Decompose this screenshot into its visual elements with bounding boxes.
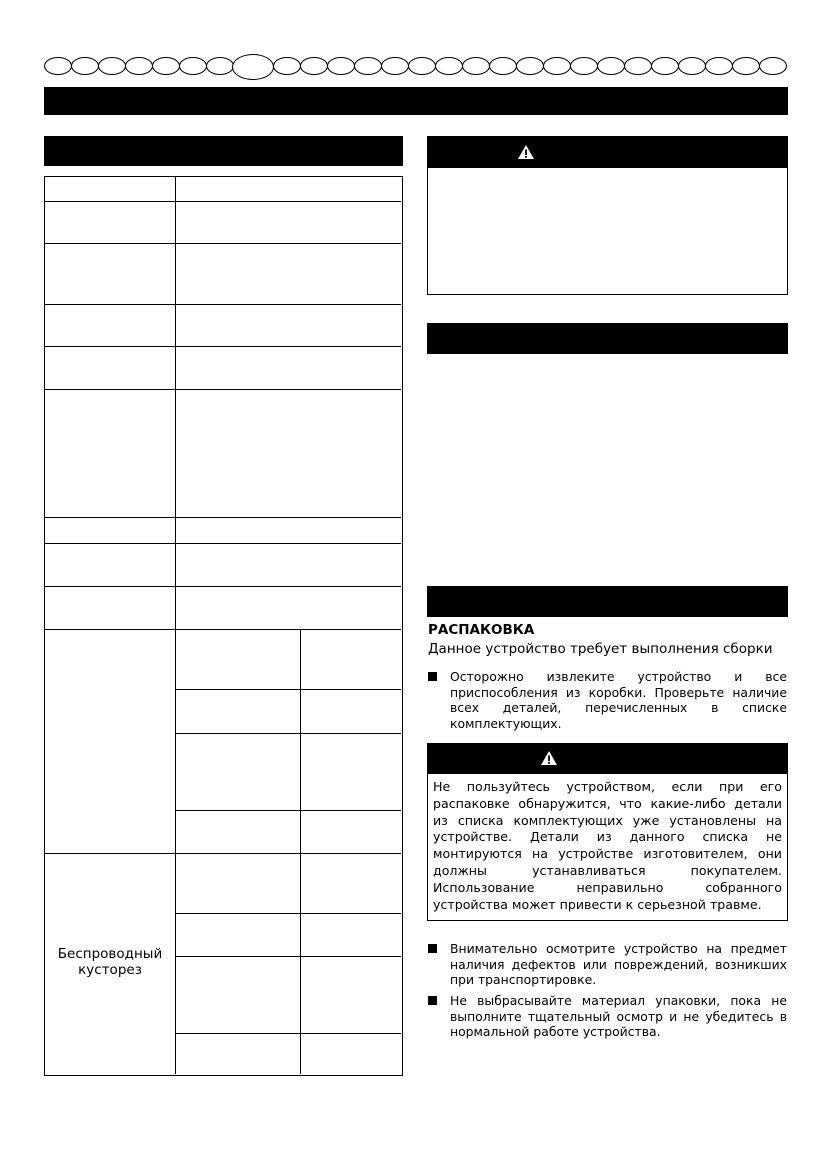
language-oval-icon xyxy=(98,57,126,75)
language-oval-icon xyxy=(300,57,328,75)
unpacking-intro: Данное устройство требует выполнения сборки xyxy=(428,641,773,657)
table-subrow-line xyxy=(175,1033,401,1034)
section-header-bar-2 xyxy=(427,323,788,354)
assembly-header-bar xyxy=(427,586,788,617)
language-oval-icon xyxy=(543,57,571,75)
warning-box-2-text: Не пользуйтесь устройством, если при его распаковке обнаружится, что какие-либо детали из списка комплектующих уже установлены на устройстве. Детали из данного списка не монтируются на устройстве изготовителем, они должны устанавливаться покупателем. Использование неправильно собранного устройства может привести к серьезной травме. xyxy=(433,779,782,912)
language-oval-icon xyxy=(125,57,153,75)
language-oval-icon xyxy=(624,57,652,75)
language-oval-icon xyxy=(408,57,436,75)
table-subrow-line xyxy=(175,733,401,734)
table-subrow-line xyxy=(175,810,401,811)
language-oval-icon xyxy=(71,57,99,75)
black-square-bullet-icon xyxy=(428,996,437,1005)
table-row-line xyxy=(45,517,401,518)
table-row-line xyxy=(45,543,401,544)
bullet-text: Внимательно осмотрите устройство на предмет наличия дефектов или повреждений, возникших при транспортировке. xyxy=(450,941,787,988)
language-oval-icon xyxy=(570,57,598,75)
table-row-line xyxy=(45,586,401,587)
bullet-text: Не выбрасывайте материал упаковки, пока не выполните тщательный осмотр и не убедитесь в нормальной работе устройства. xyxy=(450,993,787,1040)
language-oval-icon xyxy=(651,57,679,75)
table-row-line xyxy=(45,304,401,305)
specifications-header-bar xyxy=(44,136,403,166)
language-oval-icon xyxy=(732,57,760,75)
language-oval-icon xyxy=(435,57,463,75)
table-row-line xyxy=(45,629,401,630)
table-row-line xyxy=(45,243,401,244)
table-subrow-line xyxy=(175,689,401,690)
bullet-text: Осторожно извлеките устройство и все приспособления из коробки. Проверьте наличие всех деталей, перечисленных в списке комплектующих. xyxy=(450,669,787,731)
language-oval-icon xyxy=(179,57,207,75)
table-row-line xyxy=(45,346,401,347)
specifications-table xyxy=(44,176,403,1076)
language-oval-icon xyxy=(678,57,706,75)
table-subrow-line xyxy=(175,913,401,914)
table-column-divider xyxy=(175,177,176,1074)
language-oval-icon xyxy=(327,57,355,75)
language-oval-icon xyxy=(273,57,301,75)
language-oval-icon xyxy=(597,57,625,75)
table-row-line xyxy=(45,389,401,390)
list-item xyxy=(428,669,788,733)
warning-triangle-icon xyxy=(517,144,535,160)
language-oval-icon xyxy=(206,57,234,75)
language-oval-icon xyxy=(354,57,382,75)
language-tabs xyxy=(44,55,788,79)
warning-box-2-header xyxy=(427,743,788,774)
language-oval-icon xyxy=(489,57,517,75)
unpacking-heading: РАСПАКОВКА xyxy=(428,622,535,638)
language-oval-icon xyxy=(152,57,180,75)
language-oval-icon xyxy=(381,57,409,75)
table-subrow-line xyxy=(175,956,401,957)
language-oval-icon xyxy=(759,57,787,75)
language-oval-icon-active xyxy=(232,54,274,80)
table-subcolumn-divider xyxy=(300,629,301,1074)
black-square-bullet-icon xyxy=(428,944,437,953)
list-item xyxy=(428,993,788,1041)
table-row-line xyxy=(45,201,401,202)
black-square-bullet-icon xyxy=(428,672,437,681)
page-header-bar xyxy=(44,87,788,115)
warning-triangle-icon xyxy=(540,750,558,766)
warning-box-1-header xyxy=(427,136,788,168)
product-name-cell: Беспроводный кусторез xyxy=(57,946,163,978)
table-row-line xyxy=(45,853,401,854)
language-oval-icon xyxy=(705,57,733,75)
language-oval-icon xyxy=(516,57,544,75)
list-item xyxy=(428,941,788,989)
language-oval-icon xyxy=(462,57,490,75)
language-oval-icon xyxy=(44,57,72,75)
